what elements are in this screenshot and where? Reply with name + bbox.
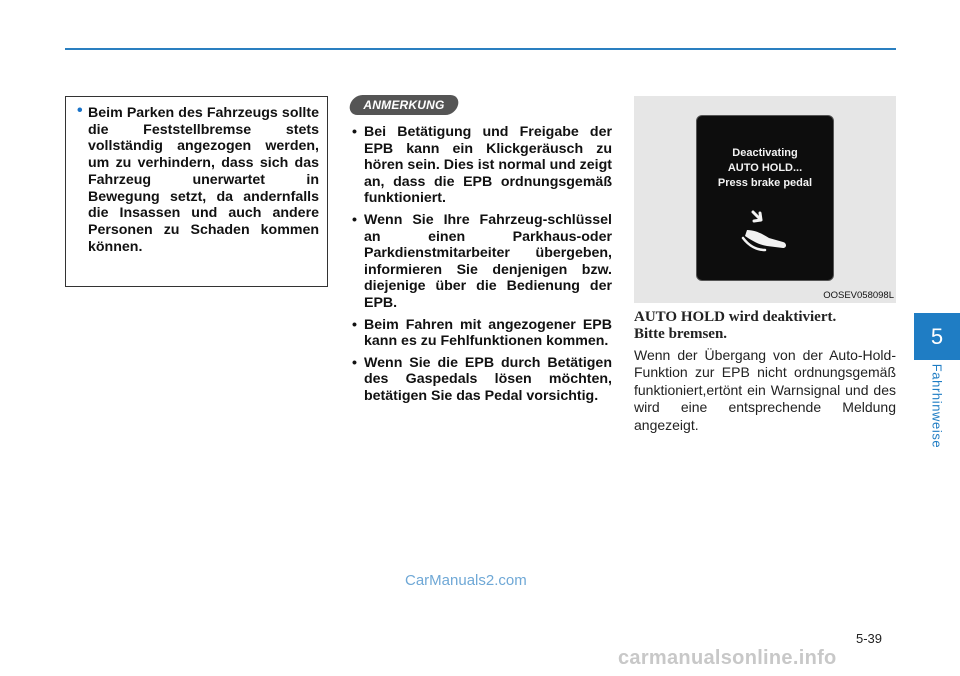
warning-box	[65, 96, 328, 287]
cluster-display	[696, 115, 834, 281]
note-item-text: Wenn Sie die EPB durch Betätigen des Gaspedals lösen möchten, betätigen Sie das Pedal vorsichtig.	[364, 354, 612, 404]
note-list	[352, 124, 612, 410]
brake-pedal-icon	[739, 208, 793, 252]
page-number: 5-39	[856, 631, 883, 646]
figure-panel	[634, 96, 896, 303]
display-message	[697, 146, 833, 191]
display-line: Press brake pedal	[717, 177, 813, 189]
chapter-tab[interactable]: 5	[914, 313, 960, 360]
note-item-text: Beim Fahren mit angezogener EPB kann es zu Fehlfunktionen kommen.	[364, 316, 612, 350]
note-bullet: •	[352, 316, 357, 333]
note-item	[352, 124, 612, 207]
watermark-link[interactable]: CarManuals2.com	[405, 572, 527, 589]
note-bullet: •	[352, 124, 357, 140]
figure-code: OOSEV058098L	[823, 290, 894, 301]
note-item-text: Wenn Sie Ihre Fahrzeug-schlüssel an einen Parkhaus-oder Parkdienstmitarbeiter übergeben, informieren Sie denjenigen bzw. diejenige über die Bedienung der EPB.	[364, 211, 612, 311]
figure-caption	[634, 309, 896, 343]
note-bullet: •	[352, 211, 357, 228]
caption-line: Bitte bremsen.	[634, 326, 728, 342]
note-bullet: •	[352, 354, 357, 371]
note-item-text: Bei Betätigung und Freigabe der EPB kann ein Klickgeräusch zu hören sein. Dies ist normal und zeigt an, dass die EPB ordnungsgemäß funktioniert.	[364, 124, 612, 207]
caption-line: AUTO HOLD wird deaktiviert.	[634, 309, 837, 325]
warning-text: Beim Parken des Fahrzeugs sollte die Feststellbremse stets vollständig angezogen werden, um zu verhindern, dass sich das Fahrzeug unerwartet in Bewegung setzt, da andernfalls die Insassen und auch andere Personen zu Schaden kommen können.	[88, 105, 319, 255]
body-paragraph: Wenn der Übergang von der Auto-Hold-Funktion zur EPB nicht ordnungsgemäß funktioniert,ertönt ein Warnsignal und des wird eine entsprechende Meldung angezeigt.	[634, 347, 896, 433]
top-rule	[65, 48, 896, 50]
note-item	[352, 212, 612, 312]
note-item	[352, 355, 612, 405]
watermark-text: carmanualsonline.info	[618, 647, 837, 669]
note-label: ANMERKUNG	[363, 98, 445, 112]
warning-bullet: •	[77, 102, 83, 119]
note-item	[352, 317, 612, 350]
display-line: Deactivating	[732, 147, 798, 159]
display-line: AUTO HOLD...	[727, 162, 803, 174]
chapter-title: Fahrhinweise	[929, 363, 945, 449]
